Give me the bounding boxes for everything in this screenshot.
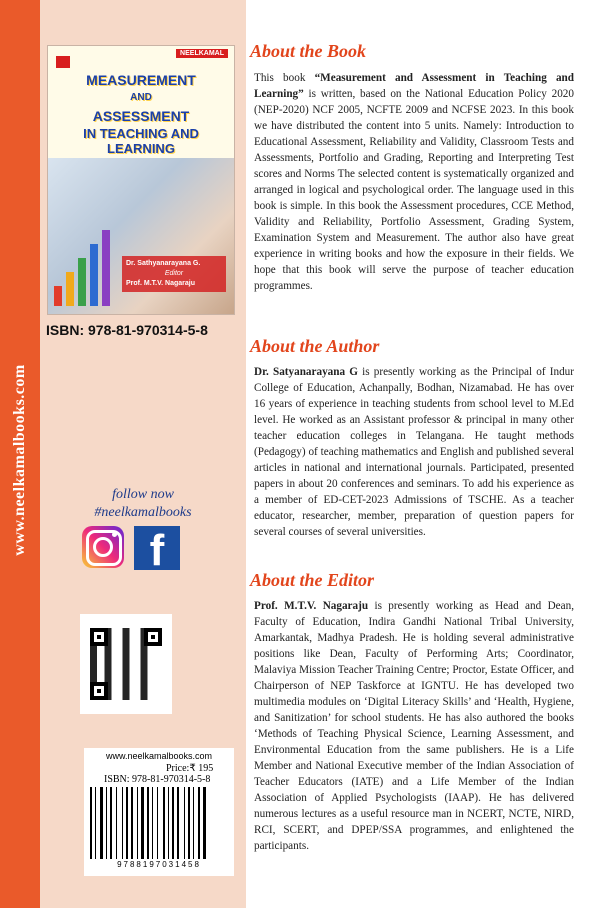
barcode-icon — [90, 787, 228, 859]
spine-url: www.neelkamalbooks.com — [11, 364, 28, 556]
barcode-number: 9788197031458 — [117, 860, 201, 869]
publisher-logo-icon — [56, 56, 70, 68]
instagram-icon[interactable] — [82, 526, 124, 568]
author-name-bold: Dr. Satyanarayana G — [254, 366, 358, 378]
isbn-label: ISBN: 978-81-970314-5-8 — [46, 322, 208, 338]
cover-title-line3: ASSESSMENT — [92, 108, 190, 124]
bar-chart-icon — [54, 226, 114, 306]
qr-code[interactable] — [80, 614, 172, 714]
about-author-text: Dr. Satyanarayana G is presently working as the Principal of Indur College of Education, Achanpally, Bodhan, Nizamabad. He has over 16 years of experience in teaching students from school level to M.Ed level. He worked as an Assistant professor & principal in many other teacher education colleges in Telangana. He taught methods (Pedagogy) of teaching mathematics and English and published several articles in national and international journals. Participated, presented papers in about 20 conferences and seminars. To add his experience as a member of ED-CET-2023 Admissions of TSCHE. As a teacher educator, researcher, member, preparation of question papers for several courses of several universities. — [254, 366, 575, 538]
barcode-price: Price:₹ 195 — [166, 763, 214, 774]
about-book-heading: About the Book — [250, 41, 367, 61]
follow-block — [40, 486, 246, 522]
barcode-isbn: ISBN: 978-81-970314-5-8 — [104, 774, 211, 785]
cover-editor: Prof. M.T.V. Nagaraju — [126, 280, 195, 287]
follow-text: follow now — [112, 487, 174, 502]
facebook-icon[interactable]: f — [134, 526, 180, 570]
barcode-url: www.neelkamalbooks.com — [105, 751, 213, 761]
cover-title-line4: IN TEACHING AND LEARNING — [83, 126, 199, 156]
cover-editor-label: Editor — [164, 270, 184, 277]
about-editor-heading: About the Editor — [250, 570, 375, 590]
about-author-heading: About the Author — [250, 336, 380, 356]
about-book-text: This book “Measurement and Assessment in Teaching and Learning” is written, based on the National Education Policy 2020 (NEP-2020) NCF 2005, NCFTE 2009 and NCFSE 2023. In this book we have distributed the content into 5 units. Namely: Introduction to Educational Assessment, Reliability and Validity, Classroom Tests and Assessments, Portfolio and Grading, Reporting and Interpreting Test scores and Norms The selected content is systematically organized and arranged in logical and psychological order. The language used in this book is simple. In this book the Assessment procedures, CCE Method, Validity and Reliability, Portfolio Assessment, Grading System, Examination System and Measurement. The author also have great experience in writing books and how the exposure in their fields. We hope that this book will serve the purpose of teacher education programmes. — [254, 72, 574, 292]
hashtag-text: #neelkamalbooks — [94, 505, 192, 520]
cover-title-area — [48, 46, 234, 158]
about-editor-text: Prof. M.T.V. Nagaraju is presently working as Head and Dean, Faculty of Education, Indira Gandhi National Tribal University, Amarkantak, Madhya Pradesh. He is holding several administrative positions like Dean, Faculty of Performing Arts; Coordinator, Malaviya Mission Teacher Training Centre; Proctor, Estate Officer, and Chairperson of NEP Taskforce at IGNTU. He has developed two multimedia modules on ‘Digital Literacy Skills’ and ‘Health, Hygiene, and Sanitization’ for school students. He has also authored the books ‘Methods of Teaching Physical Science, Learning Assessment, and Environmental Education from the same publishers. He is a Life Member and National Executive member of the Indian Association of Teacher Educators (IATE) and a Life Member of the Indian Association of Applied Psychologists (IAAP). He has delivered numerous lectures as a useful resource man in NCERT, NCTE, NIRD, RCI, SCERT, and DPEP/SSA programmes, and enlightened the participants. — [254, 600, 574, 852]
publisher-badge: NEELKAMAL — [176, 49, 228, 58]
cover-title-line2: AND — [130, 92, 152, 103]
cover-author: Dr. Sathyanarayana G. — [126, 260, 201, 267]
editor-name-bold: Prof. M.T.V. Nagaraju — [254, 600, 369, 612]
cover-title-line1: MEASUREMENT — [86, 72, 196, 88]
cover-author-box — [122, 256, 226, 292]
book-title-bold: “Measurement and Assessment in Teaching and Learning” — [254, 72, 574, 100]
cover-thumbnail — [48, 46, 234, 314]
